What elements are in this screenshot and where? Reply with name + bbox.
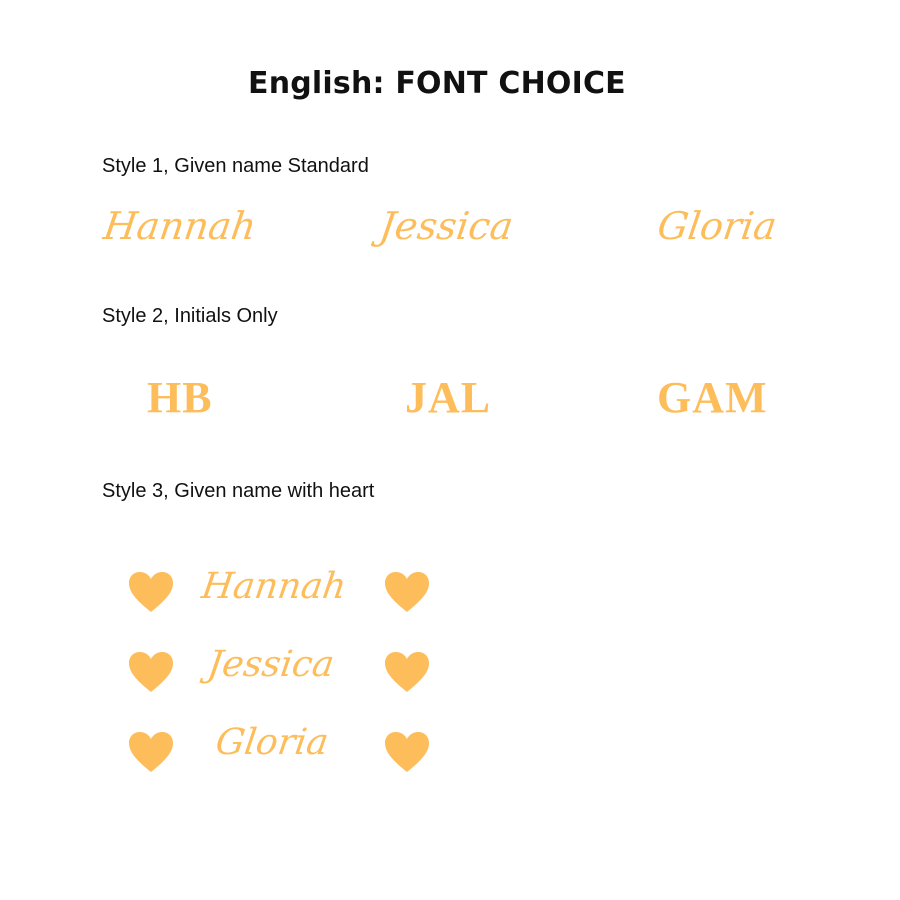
style-3-name-jessica: Jessica [205,644,337,685]
style-1-name-hannah: Hannah [100,204,259,248]
page-title: English: FONT CHOICE [248,66,626,101]
style-2-label: Style 2, Initials Only [102,305,278,327]
style-2-initials-jal: JAL [405,373,492,422]
heart-icon [128,731,174,773]
heart-icon [384,571,430,613]
style-1-name-gloria: Gloria [654,204,780,248]
style-3-label: Style 3, Given name with heart [102,480,375,502]
heart-icon [384,731,430,773]
heart-icon [128,571,174,613]
heart-icon [128,651,174,693]
style-3-name-gloria: Gloria [213,722,332,763]
style-1-name-jessica: Jessica [376,204,516,248]
style-2-initials-hb: HB [147,373,213,422]
style-2-initials-gam: GAM [657,373,768,422]
style-3-name-hannah: Hannah [199,566,349,607]
style-1-label: Style 1, Given name Standard [102,155,369,177]
heart-icon [384,651,430,693]
